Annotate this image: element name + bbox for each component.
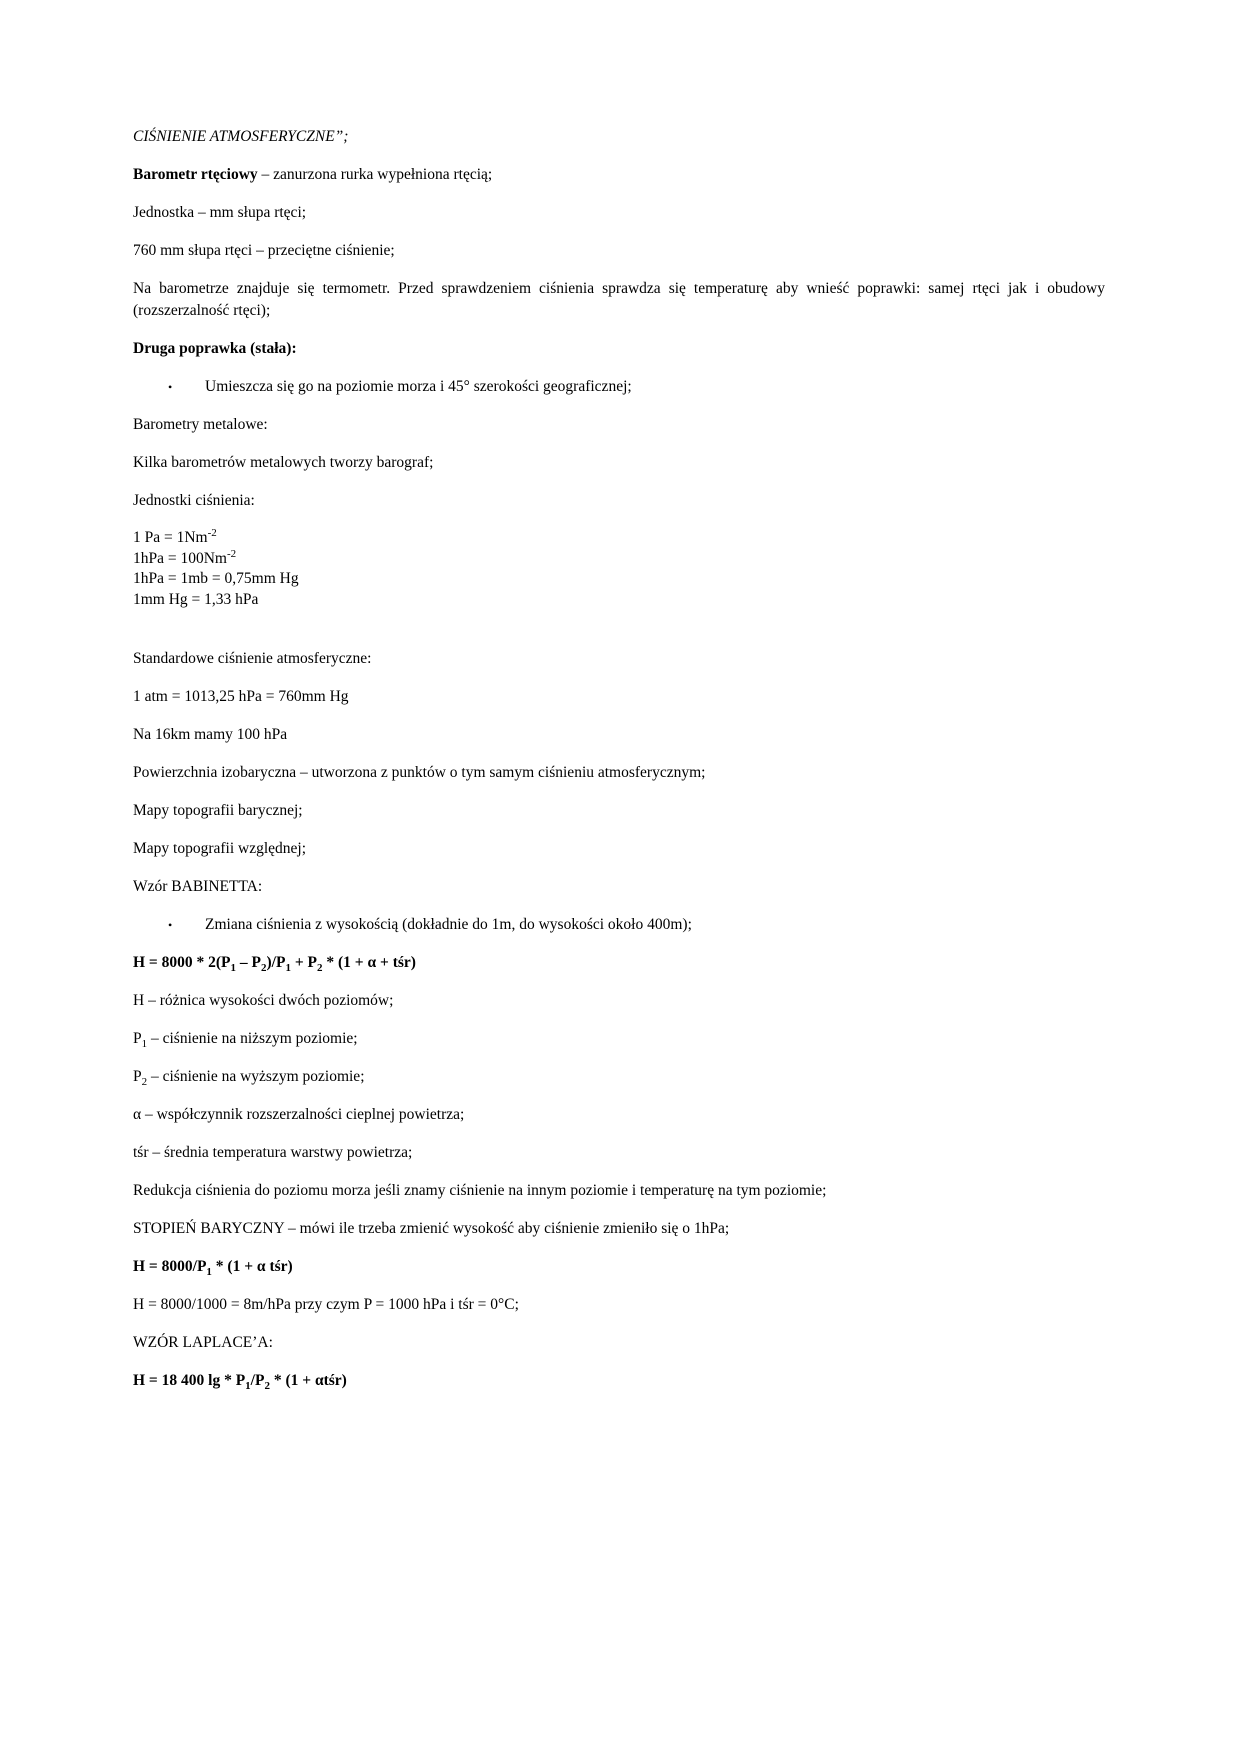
- text-run: Na barometrze znajduje się termometr. Przed sprawdzeniem ciśnienia sprawdza się temperaturę aby wnieść poprawki: samej rtęci jak i obudowy (rozszerzalność rtęci);: [133, 280, 1105, 319]
- document-title: [133, 126, 1105, 148]
- text-run: Kilka barometrów metalowych tworzy barograf;: [133, 454, 434, 471]
- text-run: Standardowe ciśnienie atmosferyczne:: [133, 650, 372, 667]
- paragraph: [133, 1180, 1105, 1202]
- paragraph: [133, 1218, 1105, 1240]
- paragraph: [133, 164, 1105, 186]
- paragraph: [133, 1104, 1105, 1126]
- paragraph: [133, 1294, 1105, 1316]
- paragraph: [133, 800, 1105, 822]
- paragraph: [133, 1066, 1105, 1088]
- text-run: – P: [236, 954, 261, 971]
- paragraph: [133, 724, 1105, 746]
- text-run: H = 18 400 lg * P: [133, 1372, 246, 1389]
- text-run: – zanurzona rurka wypełniona rtęcią;: [257, 166, 493, 183]
- text-run: STOPIEŃ BARYCZNY – mówi ile trzeba zmienić wysokość aby ciśnienie zmieniło się o 1hPa;: [133, 1220, 730, 1237]
- text-run: 1: [285, 962, 291, 975]
- text-run: α – współczynnik rozszerzalności cieplnej powietrza;: [133, 1106, 465, 1123]
- text-run: -2: [227, 547, 237, 560]
- paragraph: [133, 490, 1105, 512]
- paragraph: [133, 414, 1105, 436]
- text-run: Mapy topografii barycznej;: [133, 802, 303, 819]
- block-line: [133, 528, 1105, 549]
- paragraph: [133, 278, 1105, 322]
- text-run: /P: [250, 1372, 265, 1389]
- text-run: 1 atm = 1013,25 hPa = 760mm Hg: [133, 688, 349, 705]
- text-run: 2: [141, 1076, 148, 1089]
- text-run: – ciśnienie na wyższym poziomie;: [147, 1068, 365, 1085]
- paragraph: [133, 648, 1105, 670]
- paragraph: [133, 1028, 1105, 1050]
- text-run: – ciśnienie na niższym poziomie;: [147, 1030, 358, 1047]
- text-run: 1mm Hg = 1,33 hPa: [133, 590, 259, 608]
- text-run: Mapy topografii względnej;: [133, 840, 307, 857]
- text-run: H = 8000 * 2(P: [133, 954, 231, 971]
- paragraph: [133, 876, 1105, 898]
- text-run: 760 mm słupa rtęci – przeciętne ciśnienie;: [133, 242, 395, 259]
- text-run: 1hPa = 1mb = 0,75mm Hg: [133, 570, 299, 587]
- text-run: P: [133, 1068, 142, 1085]
- bullet-item: [133, 376, 1105, 398]
- text-run: 2: [261, 962, 267, 975]
- text-run: 1: [230, 962, 237, 975]
- text-run: 1: [245, 1380, 251, 1393]
- text-run: Powierzchnia izobaryczna – utworzona z punktów o tym samym ciśnieniu atmosferycznym;: [133, 764, 706, 781]
- text-run: Jednostki ciśnienia:: [133, 492, 255, 509]
- paragraph: [133, 990, 1105, 1012]
- paragraph: [133, 202, 1105, 224]
- text-run: P: [133, 1030, 142, 1047]
- paragraph: [133, 240, 1105, 262]
- text-run: * (1 + α tśr): [211, 1258, 293, 1275]
- text-run: WZÓR LAPLACE’A:: [133, 1334, 273, 1351]
- text-run: 1 Pa = 1Nm: [133, 529, 208, 546]
- bullet-item: [133, 914, 1105, 936]
- text-run: -2: [207, 526, 217, 539]
- paragraph: [133, 838, 1105, 860]
- text-run: 1: [206, 1266, 212, 1279]
- text-run: * (1 + α + tśr): [322, 954, 416, 971]
- text-run: CIŚNIENIE ATMOSFERYCZNE”;: [133, 128, 349, 145]
- formula-baric-step: [133, 1256, 1105, 1278]
- text-run: H = 8000/1000 = 8m/hPa przy czym P = 1000 hPa i tśr = 0°C;: [133, 1296, 519, 1313]
- text-run: )/P: [266, 954, 286, 971]
- paragraph: [133, 338, 1105, 360]
- bullet-text: [205, 376, 632, 398]
- pressure-units-block: [133, 528, 1105, 610]
- block-line: [133, 590, 1105, 611]
- text-run: Redukcja ciśnienia do poziomu morza jeśli znamy ciśnienie na innym poziomie i temperaturę na tym poziomie;: [133, 1182, 827, 1199]
- text-run: tśr – średnia temperatura warstwy powietrza;: [133, 1144, 413, 1161]
- paragraph: [133, 452, 1105, 474]
- text-run: Barometr rtęciowy: [133, 166, 258, 183]
- text-run: Druga poprawka (stała):: [133, 340, 297, 357]
- block-line: [133, 549, 1105, 570]
- text-run: * (1 + αtśr): [269, 1372, 347, 1389]
- spacer: [133, 626, 1105, 648]
- bullet-text: [205, 914, 692, 936]
- paragraph: [133, 686, 1105, 708]
- bullet-icon: •: [168, 380, 173, 394]
- text-run: H = 8000/P: [133, 1258, 207, 1275]
- bullet-icon: •: [168, 918, 173, 932]
- text-run: 2: [317, 962, 323, 975]
- formula-babinet: [133, 952, 1105, 974]
- paragraph: [133, 1332, 1105, 1354]
- text-run: Umieszcza się go na poziomie morza i 45° szerokości geograficznej;: [205, 378, 632, 395]
- text-run: + P: [290, 954, 317, 971]
- text-run: 2: [264, 1380, 270, 1393]
- text-run: H – różnica wysokości dwóch poziomów;: [133, 992, 394, 1009]
- paragraph: [133, 1142, 1105, 1164]
- text-run: 1hPa = 100Nm: [133, 549, 227, 567]
- text-run: Zmiana ciśnienia z wysokością (dokładnie do 1m, do wysokości około 400m);: [205, 916, 692, 933]
- block-line: [133, 569, 1105, 590]
- text-run: Wzór BABINETTA:: [133, 878, 263, 895]
- text-run: Jednostka – mm słupa rtęci;: [133, 204, 307, 221]
- paragraph: [133, 762, 1105, 784]
- text-run: Barometry metalowe:: [133, 416, 268, 433]
- text-run: Na 16km mamy 100 hPa: [133, 726, 288, 743]
- formula-laplace: [133, 1370, 1105, 1392]
- text-run: 1: [141, 1038, 148, 1051]
